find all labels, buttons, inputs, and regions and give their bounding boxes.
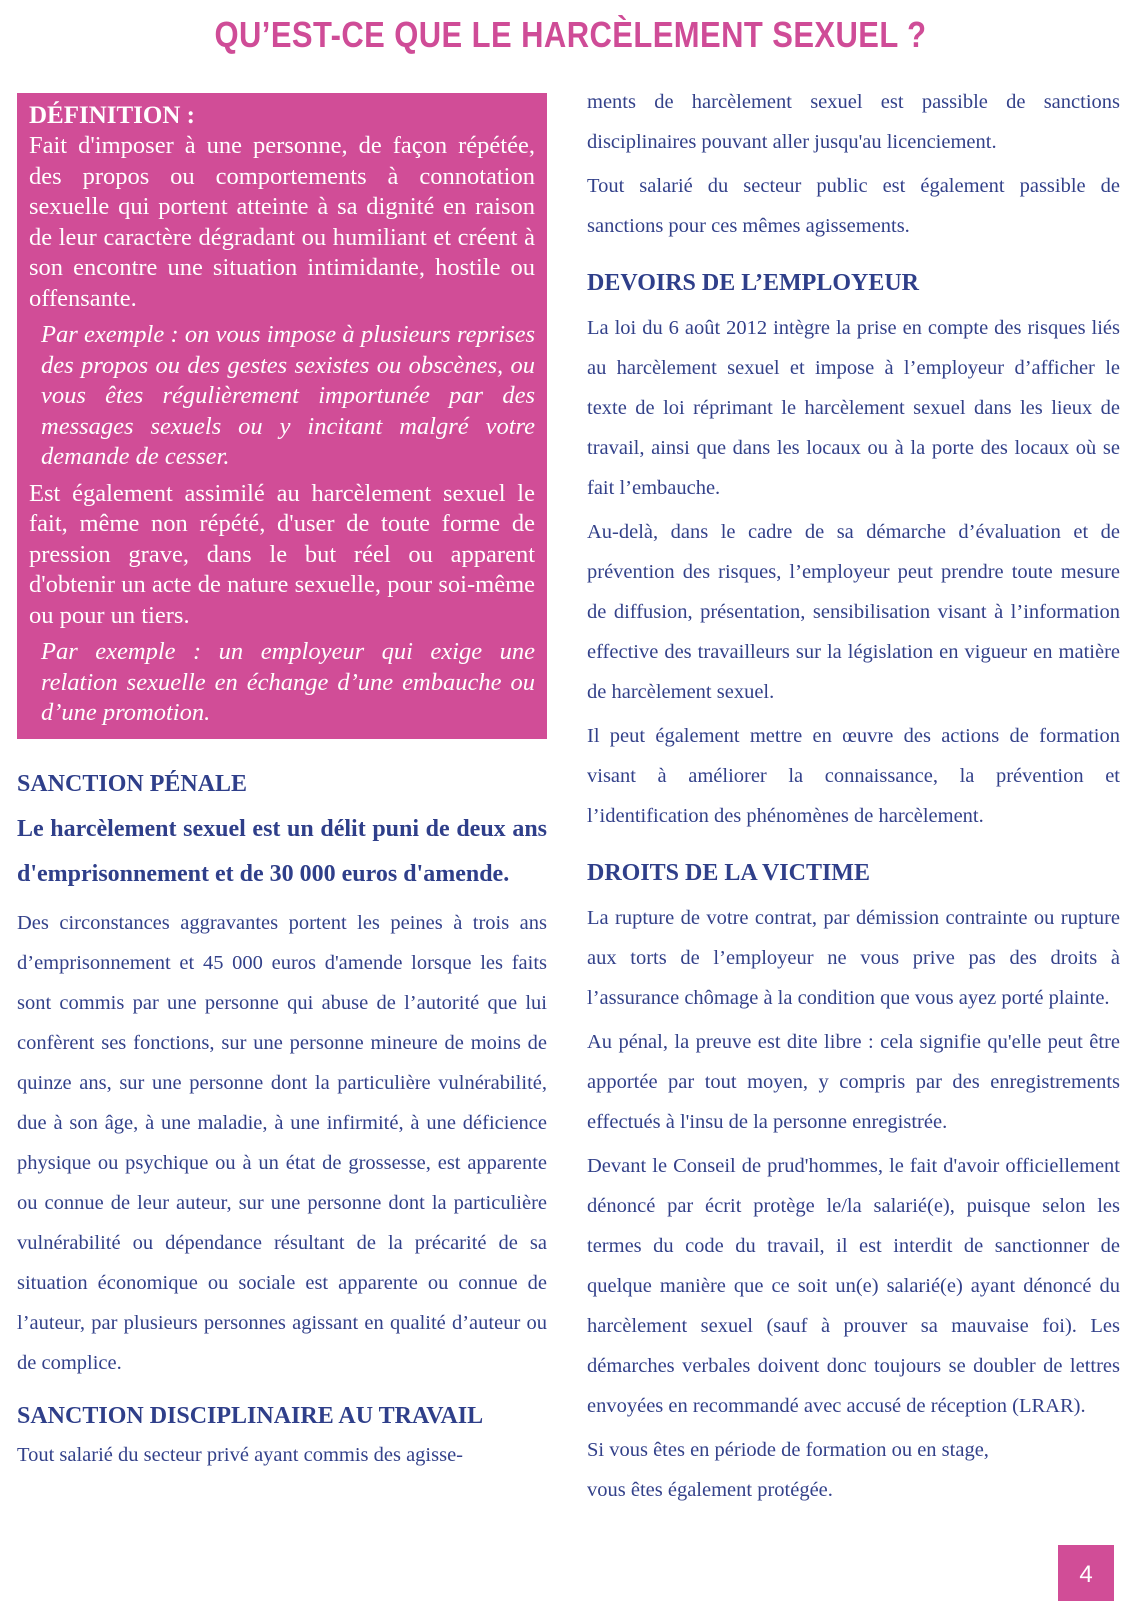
left-column <box>17 86 547 1475</box>
sanction-penale-heading: SANCTION PÉNALE <box>17 771 248 797</box>
sanction-disciplinaire-body: Tout salarié du secteur privé ayant commis des agisse- <box>17 1444 464 1466</box>
sanction-penale-lead: Le harcèlement sexuel est un délit puni de deux ans d'emprisonnement et de 30 000 euros d'amende. <box>17 816 547 887</box>
sanction-disciplinaire-heading: SANCTION DISCIPLINAIRE AU TRAVAIL <box>17 1403 484 1429</box>
droits-paragraph-3: Devant le Conseil de prud'hommes, le fait d'avoir officiellement dénoncé par écrit protège le/la salarié(e), puisque selon les termes du code du travail, il est interdit de sanctionner de quelque manière que ce soit un(e) salarié(e) ayant dénoncé du harcèlement sexuel (sauf à prouver sa mauvaise foi). Les démarches verbales doivent donc toujours se doubler de lettres envoyées en recommandé avec accusé de réception (LRAR). <box>587 1155 1120 1417</box>
definition-box <box>17 93 547 739</box>
droits-paragraph-4: Si vous êtes en période de formation ou en stage, vous êtes également protégée. <box>587 1439 989 1501</box>
droits-paragraph-1: La rupture de votre contrat, par démission contrainte ou rupture aux torts de l’employeur ne vous prive pas des droits à l’assurance chômage à la condition que vous ayez porté plainte. <box>587 907 1120 1009</box>
definition-heading: DÉFINITION : <box>29 102 195 129</box>
devoirs-paragraph-1: La loi du 6 août 2012 intègre la prise en compte des risques liés au harcèlement sexuel et impose à l’employeur d’afficher le texte de loi réprimant le harcèlement sexuel dans les lieux de travail, ainsi que dans les locaux ou à la porte des locaux où se fait l’embauche. <box>587 317 1120 499</box>
definition-text: Fait d'imposer à une personne, de façon répétée, des propos ou comportements à connotation sexuelle qui portent atteinte à sa dignité en raison de leur caractère dégradant ou humiliant et créent à son encontre une situation intimidante, hostile ou offensante. <box>29 132 535 312</box>
definition-example: Par exemple : on vous impose à plusieurs reprises des propos ou des gestes sexistes ou obscènes, ou vous êtes régulièrement importunée par des messages sexuels ou y incitant malgré votre demande de cesser. <box>41 321 535 470</box>
devoirs-paragraph-3: Il peut également mettre en œuvre des actions de formation visant à améliorer la connaissance, la prévention et l’identification des phénomènes de harcèlement. <box>587 725 1120 827</box>
definition-example-2: Par exemple : un employeur qui exige une relation sexuelle en échange d’une embauche ou d’une promotion. <box>41 638 535 726</box>
page-title: QU’EST-CE QUE LE HARCÈLEMENT SEXUEL ? <box>214 14 927 55</box>
devoirs-heading: DEVOIRS DE L’EMPLOYEUR <box>587 270 920 296</box>
devoirs-paragraph-2: Au-delà, dans le cadre de sa démarche d’évaluation et de prévention des risques, l’employeur peut prendre toute mesure de diffusion, présentation, sensibilisation visant à l’information effective des travailleurs sur la législation en vigueur en matière de harcèlement sexuel. <box>587 521 1120 703</box>
droits-paragraph-2: Au pénal, la preuve est dite libre : cela signifie qu'elle peut être apportée par tout moyen, y compris par des enregistrements effectués à l'insu de la personne enregistrée. <box>587 1031 1120 1133</box>
right-column <box>587 82 1120 1510</box>
sanction-public-text: Tout salarié du secteur public est également passible de sanctions pour ces mêmes agissements. <box>587 175 1120 237</box>
droits-heading: DROITS DE LA VICTIME <box>587 860 870 886</box>
page-number-badge: 4 <box>1058 1545 1114 1601</box>
sanction-penale-body: Des circonstances aggravantes portent les peines à trois ans d’emprisonnement et 45 000 euros d'amende lorsque les faits sont commis par une personne qui abuse de l’autorité que lui confèrent ses fonctions, sur une personne mineure de moins de quinze ans, sur une personne dont la particulière vulnérabilité, due à son âge, à une maladie, à une infirmité, à une déficience physique ou psychique ou à un état de grossesse, est apparente ou connue de leur auteur, sur une personne dont la particulière vulnérabilité ou dépendance résultant de la précarité de sa situation économique ou sociale est apparente ou connue de l’auteur, par plusieurs personnes agissant en qualité d’auteur ou de complice. <box>17 912 547 1374</box>
sanction-disciplinaire-continued: ments de harcèlement sexuel est passible de sanctions disciplinaires pouvant aller jusqu'au licenciement. <box>587 91 1120 153</box>
definition-text-2: Est également assimilé au harcèlement sexuel le fait, même non répété, d'user de toute forme de pression grave, dans le but réel ou apparent d'obtenir un acte de nature sexuelle, pour soi-même ou pour un tiers. <box>29 479 535 629</box>
